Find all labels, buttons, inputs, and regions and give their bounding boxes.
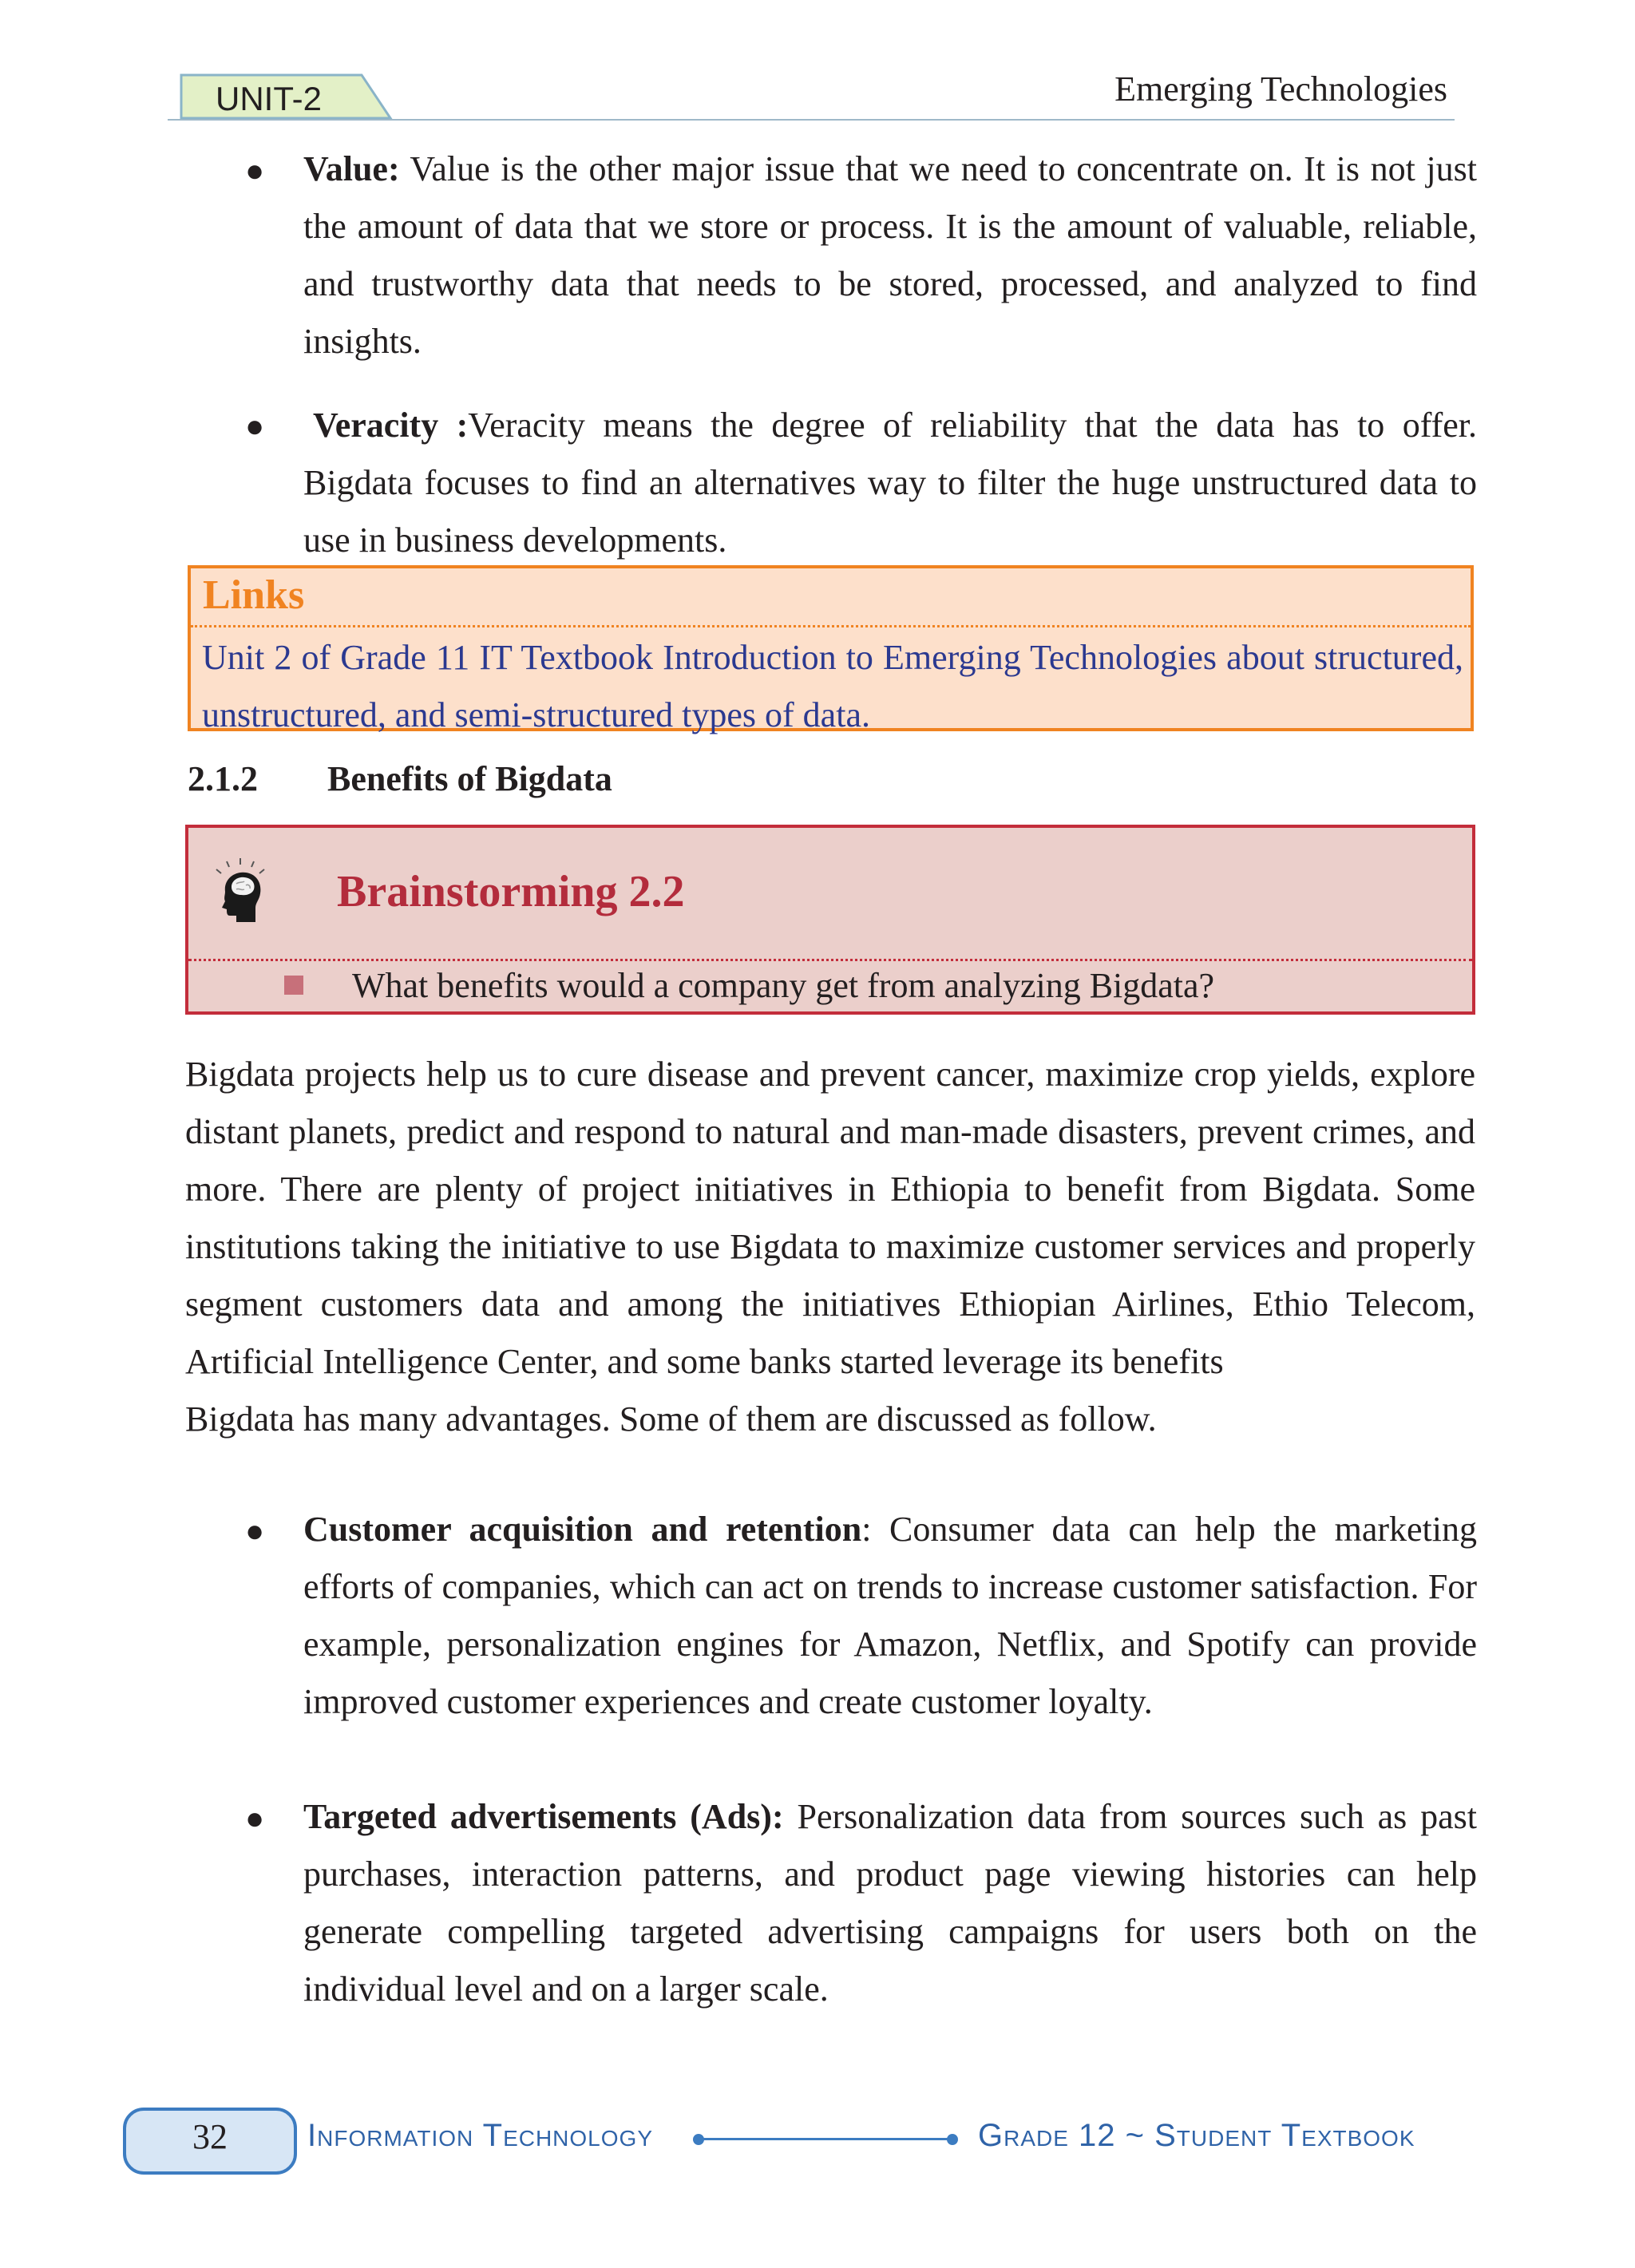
links-title: Links [203,572,305,618]
brain-head-icon [204,855,276,927]
brainstorm-box [185,825,1475,1015]
bullet-targeted-ads [303,1788,1477,2018]
links-text: Unit 2 of Grade 11 IT Textbook Introduction to Emerging Technologies about structured, unstructured, and semi-structured types of data. [202,638,1463,734]
bullet-icon: ● [245,152,265,188]
square-bullet-icon [284,976,303,995]
brainstorm-title: Brainstorming 2.2 [337,867,685,916]
bullet-text: Value is the other major issue that we need to concentrate on. It is not just the amount of data that we store or process. It is the amount of valuable, reliable, and trustworthy data that needs to be stored, processed, and analyzed to find insights. [303,149,1477,361]
bullet-text: Veracity means the degree of reliability that the data has to offer. Bigdata focuses to find an alternatives way to filter the huge unstructured data to use in business developments. [303,406,1477,560]
page-number: 32 [192,2117,228,2156]
bullet-term: Veracity : [313,406,469,445]
bullet-customer-acquisition [303,1501,1477,1731]
footer-book-title: Grade 12 ~ Student Textbook [978,2118,1415,2153]
bullet-text: Personalization data from sources such as past purchases, interaction patterns, and product page viewing histories can help generate compelling targeted advertising campaigns for users both on the individual level and on a larger scale. [303,1797,1477,2009]
bullet-icon: ● [245,1800,265,1836]
intro-line: Bigdata has many advantages. Some of them are discussed as follow. [185,1399,1157,1439]
main-paragraph [185,1046,1475,1448]
header-title: Emerging Technologies [1114,69,1447,109]
unit-label: UNIT-2 [216,80,323,117]
paragraph-text: Bigdata projects help us to cure disease and prevent cancer, maximize crop yields, explore distant planets, predict and respond to natural and man-made disasters, prevent crimes, and more. There are plenty of project initiatives in Ethiopia to benefit from Bigdata. Some institutions taking the initiative to use Bigdata to maximize customer services and properly segment customers data and among the initiatives Ethiopian Airlines, Ethio Telecom, Artificial Intelligence Center, and some banks started leverage its benefits [185,1055,1475,1381]
brainstorm-question: What benefits would a company get from analyzing Bigdata? [352,966,1215,1005]
bullet-term: Value: [303,149,400,188]
section-heading [188,758,612,799]
bullet-term: Targeted advertisements (Ads): [303,1797,784,1836]
footer-line [699,2138,952,2140]
header-rule [168,119,1455,121]
bullet-value [303,141,1477,370]
bullet-text: : Consumer data can help the marketing efforts of companies, which can act on trends to increase customer satisfaction. For example, personalization engines for Amazon, Netflix, and Spotify can provide improved customer experiences and create customer loyalty. [303,1510,1477,1721]
section-number: 2.1.2 [188,759,258,798]
links-divider [191,625,1471,627]
footer-subject: Information Technology [307,2118,653,2153]
bullet-icon: ● [245,408,265,444]
bullet-term: Customer acquisition and retention [303,1510,862,1549]
footer-dot-right [947,2134,958,2145]
brainstorm-divider [188,959,1472,961]
unit-tab [180,73,394,120]
section-title: Benefits of Bigdata [327,759,612,798]
bullet-icon: ● [245,1513,265,1549]
links-box [188,565,1474,734]
bullet-veracity [303,397,1477,569]
